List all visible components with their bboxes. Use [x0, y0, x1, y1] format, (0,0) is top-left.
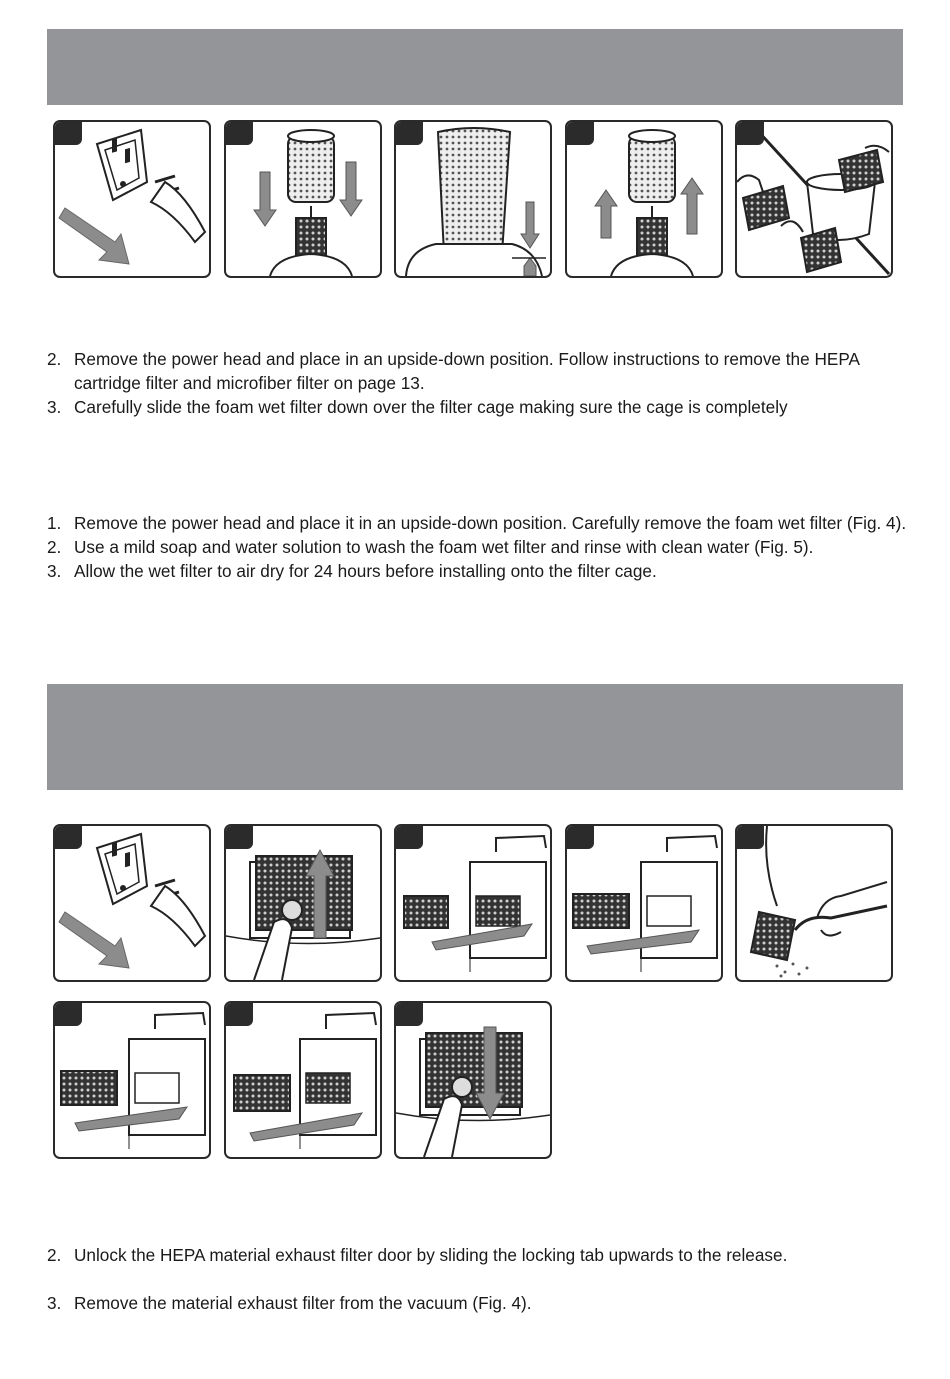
- figure-number-tab: [225, 825, 253, 849]
- figure-number-tab: [54, 1002, 82, 1026]
- figure-number-tab: [225, 121, 253, 145]
- unplug-icon: [55, 826, 209, 980]
- filter-remove-icon: [567, 122, 721, 276]
- figure-number-tab: [225, 1002, 253, 1026]
- exhaust-steps-list: [47, 1243, 917, 1315]
- fig-8b-panel: [394, 1001, 552, 1159]
- brush-filter-icon: [737, 826, 891, 980]
- list-item: 2. Use a mild soap and water solution to wash the foam wet filter and rinse with clean water (Fig. 5).: [47, 537, 814, 557]
- clean-steps-list: [47, 511, 917, 583]
- fig-2b-panel: [224, 824, 382, 982]
- fig-5-panel: [735, 120, 893, 278]
- figure-number-tab: [736, 121, 764, 145]
- fig-1-panel: [53, 120, 211, 278]
- exhaust-filter-insert-icon: [55, 1003, 209, 1157]
- exhaust-filter-insert-icon: [226, 1003, 380, 1157]
- figure-number-tab: [395, 121, 423, 145]
- exhaust-door-unlock-icon: [226, 826, 380, 980]
- list-item: 3. Remove the material exhaust filter from the vacuum (Fig. 4).: [47, 1293, 532, 1313]
- unplug-icon: [55, 122, 209, 276]
- exhaust-filter-remove-icon: [567, 826, 721, 980]
- fig-2-panel: [224, 120, 382, 278]
- figure-number-tab: [566, 121, 594, 145]
- section-header-banner: [47, 29, 903, 105]
- list-item: 2. Unlock the HEPA material exhaust filter door by sliding the locking tab upwards to the release.: [47, 1245, 788, 1265]
- exhaust-filter-remove-icon: [396, 826, 550, 980]
- list-item: 3. Carefully slide the foam wet filter down over the filter cage making sure the cage is completely: [47, 397, 788, 417]
- foam-filter-slide-icon: [396, 122, 550, 276]
- figure-number-tab: [566, 825, 594, 849]
- install-steps-list: [47, 347, 917, 419]
- list-item: 3. Allow the wet filter to air dry for 24 hours before installing onto the filter cage.: [47, 561, 657, 581]
- figure-number-tab: [395, 1002, 423, 1026]
- list-item: 1. Remove the power head and place it in an upside-down position. Carefully remove the foam wet filter (Fig. 4).: [47, 513, 907, 533]
- exhaust-door-lock-icon: [396, 1003, 550, 1157]
- filter-cage-install-icon: [226, 122, 380, 276]
- figure-number-tab: [736, 825, 764, 849]
- fig-5b-panel: [735, 824, 893, 982]
- section-header-banner-2: [47, 684, 903, 790]
- fig-3-panel: [394, 120, 552, 278]
- fig-3b-panel: [394, 824, 552, 982]
- fig-4b-panel: [565, 824, 723, 982]
- fig-1b-panel: [53, 824, 211, 982]
- figure-number-tab: [54, 825, 82, 849]
- wash-filter-icon: [737, 122, 891, 276]
- list-item: 2. Remove the power head and place in an upside-down position. Follow instructions to remove the HEPA cartridge filter and microfiber filter on page 13.: [47, 349, 860, 393]
- figure-number-tab: [395, 825, 423, 849]
- fig-7b-panel: [224, 1001, 382, 1159]
- fig-4-panel: [565, 120, 723, 278]
- figure-number-tab: [54, 121, 82, 145]
- fig-6b-panel: [53, 1001, 211, 1159]
